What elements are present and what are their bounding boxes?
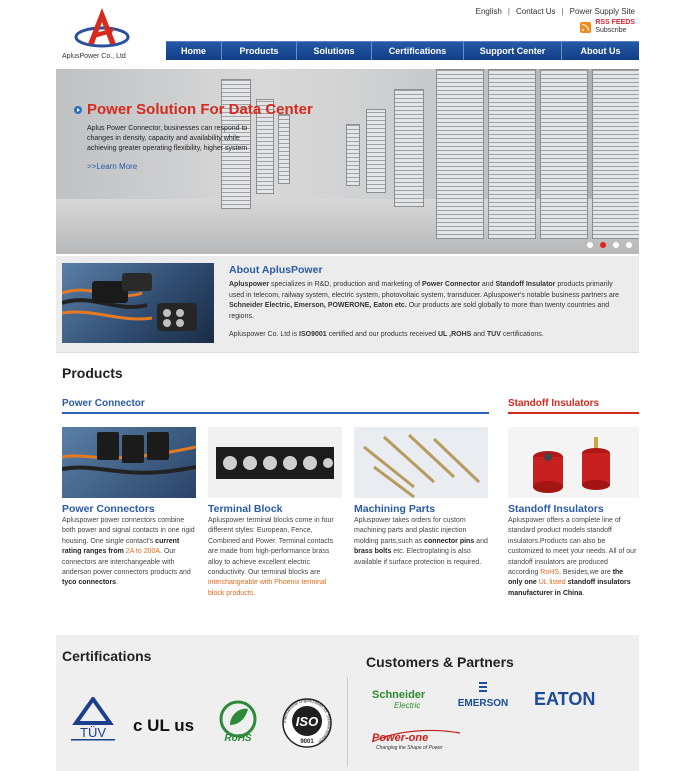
emerson-text: EMERSON — [457, 698, 509, 709]
carousel-dot-2[interactable] — [600, 242, 606, 248]
nav-about-us[interactable]: About Us — [580, 46, 621, 56]
carousel-dot-1[interactable] — [587, 242, 593, 248]
partners-heading: Customers & Partners — [366, 654, 514, 670]
eaton-logo-icon[interactable] — [534, 687, 598, 709]
carousel-dot-4[interactable] — [626, 242, 632, 248]
ul-logo-icon[interactable] — [133, 709, 197, 737]
about-connectors-image — [62, 263, 214, 343]
aplus-logo-mark — [62, 6, 142, 52]
company-name: AplusPower Co., Ltd — [62, 53, 126, 60]
server-rack-image — [488, 69, 536, 239]
section-divider — [347, 677, 348, 767]
server-rack-image — [278, 114, 290, 184]
carousel-dot-3[interactable] — [613, 242, 619, 248]
product-title-terminal-block[interactable]: Terminal Block — [208, 503, 283, 515]
iso-ring-text: International Organization for Standardization — [281, 697, 333, 745]
hero-banner[interactable] — [56, 69, 639, 254]
product-title-standoff-insulators[interactable]: Standoff Insulators — [508, 503, 604, 515]
rohs-text: RoHS — [224, 733, 252, 743]
product-title-power-connectors[interactable]: Power Connectors — [62, 503, 155, 515]
nav-solutions[interactable]: Solutions — [297, 42, 372, 60]
machining-parts-image[interactable] — [354, 427, 488, 498]
banner-description: Aplus Power Connector, businesses can respond to changes in density, capacity and availability while achieving greater operating flexibility, higher system — [87, 125, 248, 152]
tuv-logo-icon[interactable] — [68, 697, 118, 745]
rss-subscribe: Subscribe — [595, 27, 627, 34]
about-section — [56, 256, 639, 353]
emerson-logo-icon[interactable] — [452, 682, 514, 710]
certifications-heading: Certifications — [62, 648, 152, 664]
eaton-text: EATON — [534, 689, 596, 709]
banner-bullet-icon — [74, 106, 82, 114]
tuv-text: TÜV — [80, 725, 106, 740]
banner-title: Power Solution For Data Center — [87, 101, 313, 118]
standoff-insulators-image[interactable] — [508, 427, 639, 498]
standoff-insulators-heading[interactable]: Standoff Insulators — [508, 398, 639, 414]
about-paragraph: Apluspower specializes in R&D, production and marketing of Power Connector and Standoff Insulator products primarily used in telecom, railway system, electric system, photovoltaic system, transducer. Apluspower's notable business partners are Schneider Electric, Emerson, POWERONE, Eaton etc. Our products are sold globally to more than twenty countries and regions. — [229, 281, 620, 320]
rss-feeds-link[interactable] — [580, 19, 635, 35]
nav-home[interactable]: Home — [166, 42, 222, 60]
product-desc-standoff-insulators: Apluspower offers a complete line of standard product models standoff insulators.Products can also be customized to meet your needs. All of our standoff insulators are produced according RoHS. Besides,we are the only one UL listed standoff insulators manufacturer in China. — [508, 517, 637, 597]
certifications-partners-section — [56, 635, 639, 771]
banner-learn-more-link[interactable]: >>Learn More — [87, 162, 138, 171]
schneider-electric-logo-icon[interactable] — [372, 687, 436, 713]
link-contact-us[interactable]: Contact Us — [515, 7, 556, 16]
about-certification-text: Apluspower Co. Ltd is ISO9001 certified and our products received UL ,ROHS and TUV certifications. — [229, 331, 544, 338]
schneider-text: Schneider — [372, 689, 426, 701]
link-power-supply-site[interactable]: Power Supply Site — [569, 7, 635, 16]
iso-9001-logo-icon[interactable] — [280, 697, 334, 749]
power-one-text: Power-one — [372, 732, 429, 744]
server-rack-image — [366, 109, 386, 193]
iso-text: ISO — [295, 714, 319, 729]
terminal-block-image[interactable] — [208, 427, 342, 498]
server-rack-image — [592, 69, 639, 239]
nav-support-center[interactable]: Support Center — [464, 42, 562, 60]
rohs-logo-icon[interactable] — [216, 699, 260, 743]
products-heading: Products — [62, 365, 123, 381]
product-desc-terminal-block: Apluspower terminal blocks come in four different styles: European, Fence, Combined and Power. Terminal contacts are made from high-performance brass alloy to achieve excellent electric conductivity. Our terminal blocks are interchangeable with Phoenix terminal block products. — [208, 517, 334, 597]
power-connectors-image[interactable] — [62, 427, 196, 498]
server-rack-image — [436, 69, 484, 239]
ul-text: c UL us — [133, 716, 195, 735]
product-desc-machining-parts: Apluspower takes orders for custom machining parts and plastic injection molding parts,such as connector pins and brass bolts etc. Electroplating is also available if surface protection is required. — [354, 517, 488, 566]
nav-products[interactable]: Products — [222, 42, 297, 60]
iso-number: 9001 — [300, 739, 314, 745]
server-rack-image — [394, 89, 424, 207]
product-desc-power-connectors: Apluspower power connectors combine both power and signal contacts in one rigid housing. One single contact's current rating ranges from 2A to 200A. Our connectors are interchangeable with anderson power connectors products and tyco connectors. — [62, 517, 195, 587]
link-english[interactable]: English — [475, 7, 502, 16]
power-one-tagline: Changing the Shape of Power — [376, 745, 443, 751]
rss-icon — [580, 22, 591, 33]
product-title-machining-parts[interactable]: Machining Parts — [354, 503, 436, 515]
schneider-electric-text: Electric — [394, 701, 421, 710]
company-logo[interactable] — [62, 6, 142, 64]
rss-title: RSS FEEDS — [595, 19, 635, 26]
power-one-logo-icon[interactable] — [372, 727, 462, 751]
server-rack-image — [346, 124, 360, 186]
power-connector-heading[interactable]: Power Connector — [62, 398, 489, 414]
nav-certifications[interactable]: Certifications — [372, 42, 464, 60]
about-title: About AplusPower — [229, 264, 323, 276]
server-rack-image — [540, 69, 588, 239]
top-links: English | Contact Us | Power Supply Site — [475, 7, 635, 16]
main-nav — [166, 41, 639, 60]
carousel-dots — [587, 242, 632, 248]
